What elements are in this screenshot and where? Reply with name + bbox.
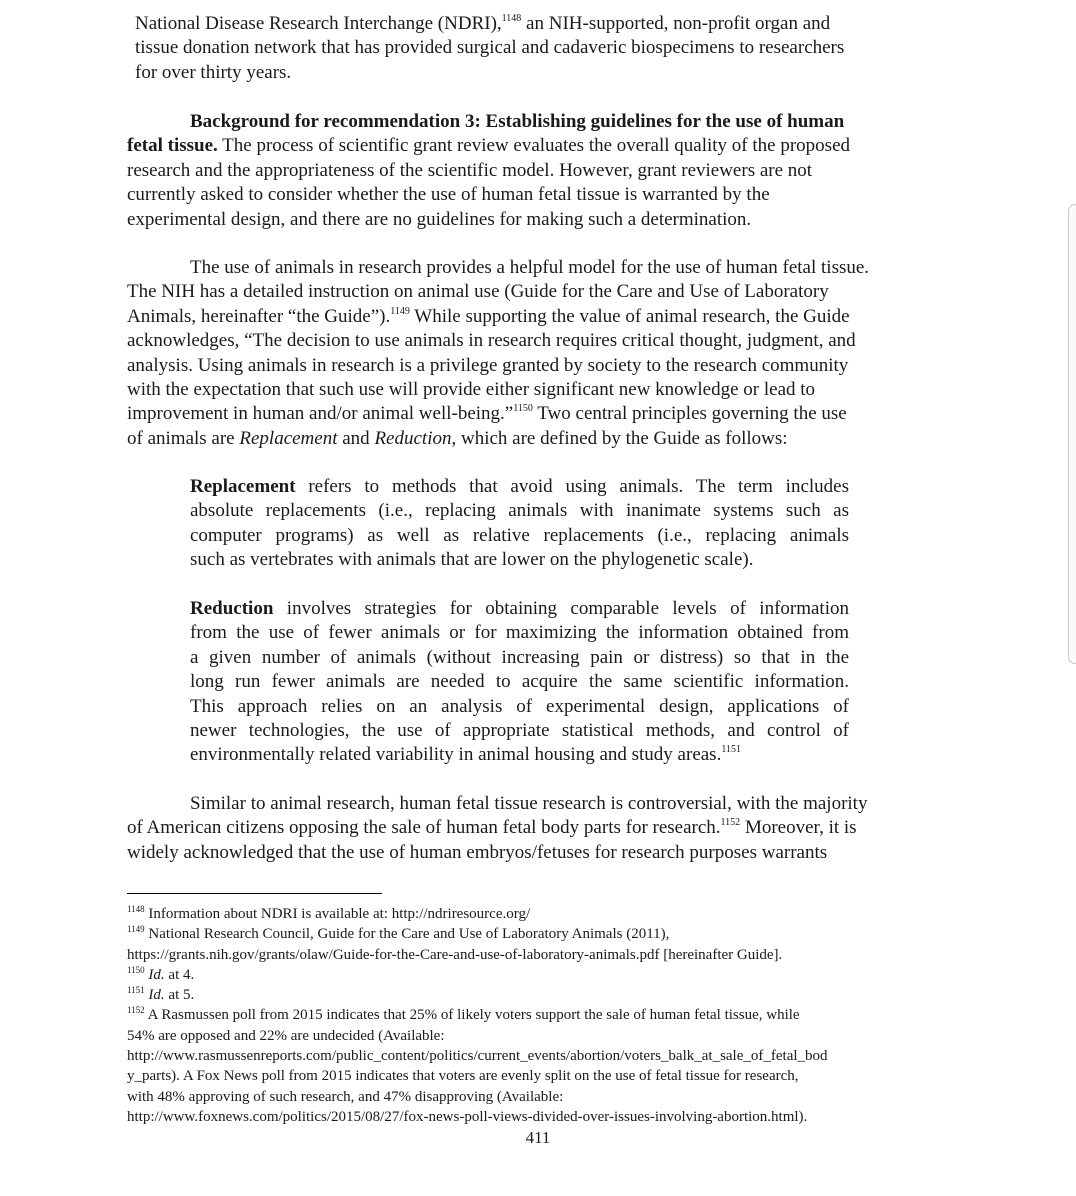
replacement-term: Replacement [190, 476, 296, 497]
footnotes: $^{1148}$ Information about NDRI is available at: http://ndriresource.org/ $^{1149}$ National Research Council, Guide for the Care and Use of Laboratory Animals (2011), https://grants.nih.gov/grants/olaw/Guide-for-the-Care-and-use-of-laboratory-animals.pdf [hereinafter Guide]. $^{1150}$ Id. at 4. $^{1151}$ Id. at 5. $^{1152}$ A Rasmussen poll from 2015 indicates that 25% of likely voters support the sale of human fetal tissue, while 54% are opposed and 22% are undecided (Available: http://www.rasmussenreports.com/public_content/politics/current_events/abortion/voters_balk_at_sale_of_fetal_bod y_parts). A Fox News poll from 2015 indicates that voters are evenly split on the use of fetal tissue for research, with 48% approving of such research, and 47% disapproving (Available: http://www.foxnews.com/politics/2015/08/27/fox-news-poll-views-divided-over-issues-involving-abortion.html). [127, 904, 957, 1127]
footnote-1149-url[interactable]: https://grants.nih.gov/grants/olaw/Guide-for-the-Care-and-use-of-laboratory-animals.pdf [hereinafter Guide]. [127, 946, 783, 963]
footnote-1151: $^{1151}$ Id. at 5. [127, 985, 195, 1004]
footnote-1152-url-foxnews[interactable]: http://www.foxnews.com/politics/2015/08/27/fox-news-poll-views-divided-over-issues-involving-abortion.html). [127, 1108, 808, 1125]
replacement-blockquote: Replacement refers to methods that avoid using animals. The term includes absolute replacements (i.e., replacing animals with inanimate systems such as computer programs) as well as relative replacements (i.e., replacing animals such as vertebrates with animals that are lower on the phylogenetic scale). [190, 476, 849, 571]
footnote-1148: $^{1148}$ Information about NDRI is available at: http://ndriresource.org/ [127, 904, 531, 922]
reduction-term: Reduction [190, 598, 274, 619]
footnote-1152: $^{1152}$ A Rasmussen poll from 2015 indicates that 25% of likely voters support the sale of human fetal tissue, while [127, 1005, 800, 1024]
reduction-blockquote: Reduction involves strategies for obtaining comparable levels of information from the use of fewer animals or for maximizing the information obtained from a given number of animals (without increasing pain or distress) so that in the long run fewer animals are needed to acquire the same scientific information. This approach relies on an analysis of experimental design, applications of newer technologies, the use of appropriate statistical methods, and control of environmentally related variability in animal housing and study areas.$^{1151}$ [190, 598, 849, 766]
footnote-ref-1152[interactable]: 1152 [720, 817, 741, 829]
intro-paragraph: National Disease Research Interchange (NDRI),$^{1148}$ an NIH-supported, non-profit organ and tissue donation network that has provided surgical and cadaveric biospecimens to researchers for over thirty years. [135, 13, 845, 83]
footnote-ref-1151[interactable]: 1151 [721, 744, 741, 756]
footnote-ref-1148[interactable]: 1148 [501, 13, 522, 24]
footnote-ref-1150[interactable]: 1150 [513, 403, 533, 415]
controversy-paragraph: Similar to animal research, human fetal tissue research is controversial, with the majority of American citizens opposing the sale of human fetal body parts for research.$^{1152}$ Moreover, it is widely acknowledged that the use of human embryos/fetuses for research purposes warrants [127, 793, 868, 863]
footnote-1152-url-rasmussen[interactable]: http://www.rasmussenreports.com/public_content/politics/current_events/abortion/voters_balk_at_sale_of_fetal_bod [127, 1048, 828, 1065]
section-heading: Background for recommendation 3: Establishing guidelines for the use of human [190, 111, 845, 132]
footnote-1149: $^{1149}$ National Research Council, Guide for the Care and Use of Laboratory Animals (2011), [127, 924, 670, 943]
footnote-1150: $^{1150}$ Id. at 4. [127, 964, 195, 983]
scroll-handle[interactable] [1068, 204, 1076, 664]
background-paragraph: Background for recommendation 3: Establishing guidelines for the use of human fetal tissue. The process of scientific grant review evaluates the overall quality of the proposed research and the appropriateness of the scientific model. However, grant reviewers are not currently asked to consider whether the use of human fetal tissue is warranted by the experimental design, and there are no guidelines for making such a determination. [127, 111, 850, 230]
footnote-ref-1149[interactable]: 1149 [390, 305, 410, 317]
footnote-separator [127, 893, 382, 894]
page-number: 411 [525, 1128, 551, 1147]
animal-research-paragraph: The use of animals in research provides a helpful model for the use of human fetal tissue. The NIH has a detailed instruction on animal use (Guide for the Care and Use of Laboratory Animals, hereinafter “the Guide”).$^{1149}$ While supporting the value of animal research, the Guide acknowledges, “The decision to use animals in research requires critical thought, judgment, and analysis. Using animals in research is a privilege granted by society to the research community with the expectation that such use will provide either significant new knowledge or lead to improvement in human and/or animal well-being.”$^{1150}$ Two central principles governing the use of animals are Replacement and Reduction, which are defined by the Guide as follows: [127, 257, 870, 449]
